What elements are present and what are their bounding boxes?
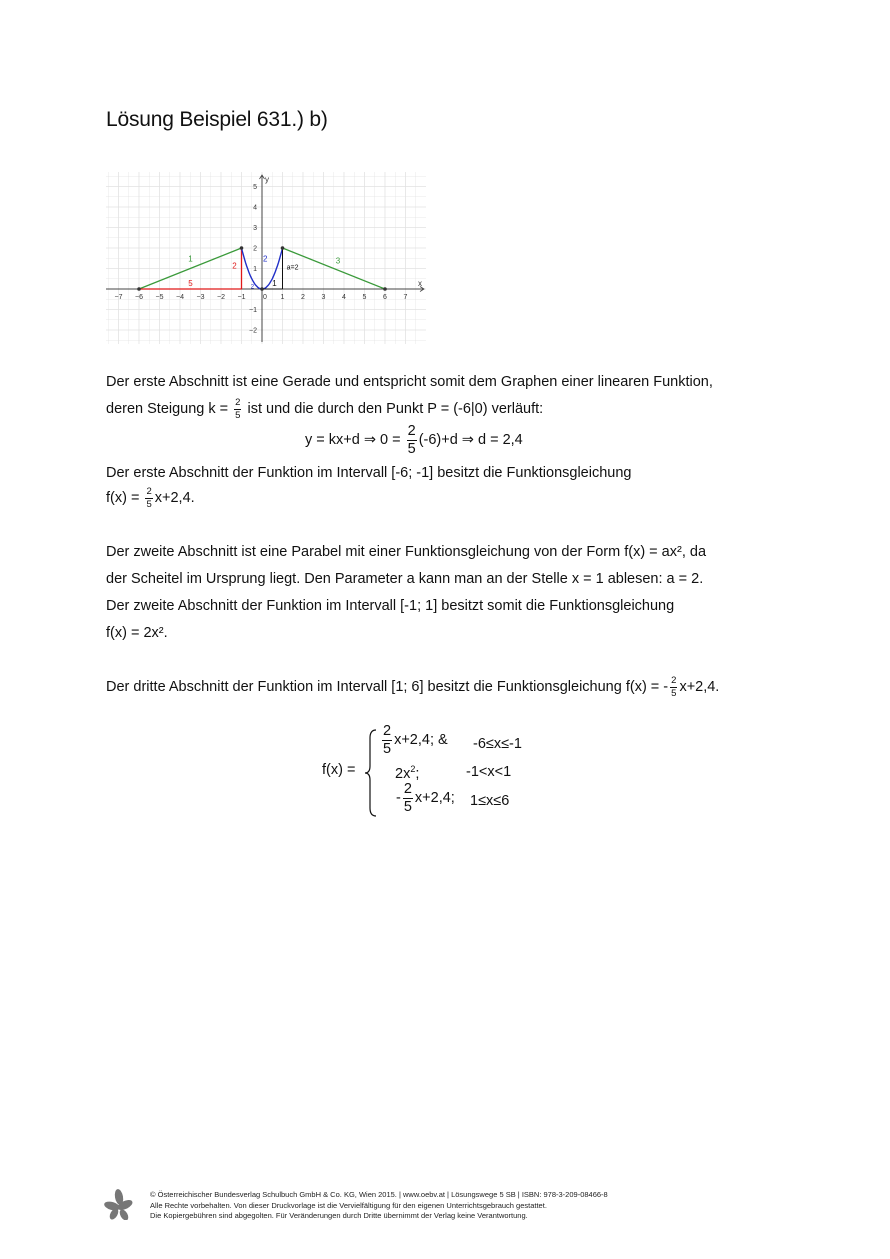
x-tick-label: −5 (155, 294, 164, 301)
segment-3-label: 3 (335, 256, 341, 266)
x-tick-label: 6 (383, 294, 387, 301)
graph-point (260, 287, 264, 291)
y-tick-label: −1 (249, 307, 257, 314)
x-tick-label: 1 (280, 294, 285, 301)
y-tick-label: 2 (253, 245, 257, 253)
footer-line2: Alle Rechte vorbehalten. Von dieser Druckvorlage ist die Vervielfältigung für den eigenen Unterrichtsgebrauch gestattet. (150, 1200, 547, 1210)
x-tick-label: 4 (342, 294, 346, 301)
x-tick-label: −2 (217, 294, 225, 301)
graph-point (137, 287, 141, 291)
function-graph (106, 172, 426, 344)
para1-equation: y = kx+d ⇒ 0 = $\frac{2}{5}$ (-6)+d ⇒ d = 2,4 (305, 423, 523, 457)
graph-point (240, 246, 244, 250)
slope-rise-label: 2 (232, 261, 237, 271)
y-tick-label: 4 (253, 204, 257, 212)
x-tick-label: 2 (301, 294, 305, 301)
system-cond-2: -1<x<1 (466, 764, 512, 780)
x-axis-label: x (418, 279, 422, 288)
system-row-1: $\frac{2}{5}$ x+2,4; & (383, 723, 448, 757)
para2-line3: Der zweite Abschnitt der Funktion im Intervall [-1; 1] besitzt somit die Funktionsgleichung (106, 598, 675, 614)
curly-brace (364, 728, 380, 818)
y-tick-label: 1 (253, 266, 257, 273)
x-tick-label: −3 (196, 294, 205, 301)
system-lhs: f(x) = (322, 762, 356, 778)
y-axis-label: y (265, 175, 269, 184)
graph-point (383, 287, 387, 291)
para2-line1: Der zweite Abschnitt ist eine Parabel mit einer Funktionsgleichung von der Form f(x) = ax², da (106, 544, 707, 560)
graph-tick-labels (115, 175, 422, 335)
para1-line1: Der erste Abschnitt ist eine Gerade und entspricht somit dem Graphen einer linearen Funktion, (106, 374, 713, 390)
para2-line2: der Scheitel im Ursprung liegt. Den Parameter a kann man an der Stelle x = 1 ablesen: a = 2. (106, 571, 704, 587)
para3-line: Der dritte Abschnitt der Funktion im Intervall [1; 6] besitzt die Funktionsgleichung f(x) = - $\frac{2}{5}$ x+2,4. (106, 675, 720, 699)
footer-line1: © Österreichischer Bundesverlag Schulbuch GmbH & Co. KG, Wien 2015. | www.oebv.at | Lösungswege 5 SB | ISBN: 978-3-209-08466-8 (150, 1190, 608, 1199)
slope-fraction: $\frac{2}{5}$ (235, 397, 241, 421)
parabola-label-right: 2 (250, 284, 255, 291)
y-tick-label: 5 (253, 184, 257, 191)
y-tick-label: 3 (253, 225, 257, 232)
x-tick-label: 3 (321, 294, 326, 301)
equation-fraction: $\frac{2}{5}$ (407, 423, 416, 457)
x-tick-label: 0 (263, 294, 267, 301)
x-tick-label: −1 (237, 294, 246, 301)
parameter-a-label: a=2 (286, 264, 299, 272)
f3-fraction: $\frac{2}{5}$ (671, 675, 677, 699)
parabola-run-label: 1 (272, 279, 277, 288)
page-title: Lösung Beispiel 631.) b) (106, 108, 328, 131)
x-tick-label: −7 (114, 294, 123, 301)
para2-line4: f(x) = 2x². (106, 625, 168, 641)
system-row-2: $2x^2$; (395, 764, 420, 782)
publisher-logo-icon (104, 1188, 134, 1220)
x-tick-label: 7 (403, 294, 408, 301)
footer (150, 1190, 608, 1222)
para1-line4: Der erste Abschnitt der Funktion im Intervall [-6; -1] besitzt die Funktionsgleichung (106, 465, 632, 481)
y-tick-label: −2 (249, 327, 257, 335)
x-tick-label: 5 (362, 294, 367, 301)
piecewise-function (320, 724, 600, 824)
x-tick-label: −6 (135, 294, 143, 301)
parabola-label-left: 2 (263, 254, 268, 264)
f1-fraction: $\frac{2}{5}$ (146, 486, 152, 510)
segment-1-label: 1 (188, 254, 193, 264)
slope-run-label: 5 (188, 279, 193, 288)
para1-line2: deren Steigung k = $\frac{2}{5}$ ist und die durch den Punkt P = (-6|0) verläuft: (106, 397, 544, 421)
system-cond-3: 1≤x≤6 (470, 793, 510, 809)
x-tick-label: −4 (176, 294, 184, 301)
para1-line5: f(x) = $\frac{2}{5}$ x+2,4. (106, 486, 195, 510)
graph-point (281, 246, 285, 250)
system-row-3: - $\frac{2}{5}$ x+2,4; (396, 781, 455, 815)
system-cond-1: -6≤x≤-1 (473, 736, 522, 752)
footer-line3: Die Kopiergebühren sind abgegolten. Für Veränderungen durch Dritte übernimmt der Verlag keine Verantwortung. (150, 1211, 528, 1220)
